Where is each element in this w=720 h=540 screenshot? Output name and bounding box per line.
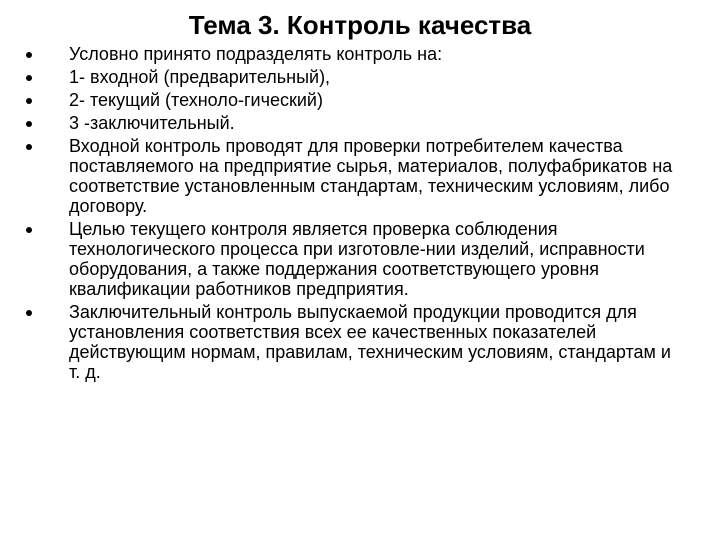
- bullet-icon: [26, 52, 32, 58]
- bullet-text: Целью текущего контроля является проверка соблюдения технологического процесса при изготовле-нии изделий, исправности оборудования, а также поддержания соответствующего уровня квалификации работников предприятия.: [69, 219, 645, 299]
- bullet-list: [22, 44, 686, 385]
- bullet-text: 1- входной (предварительный),: [69, 67, 331, 87]
- bullet-text: Входной контроль проводят для проверки потребителем качества поставляемого на предприятие сырья, материалов, полуфабрикатов на соответствие установленным стандартам, техническим условиям, либо договору.: [69, 136, 673, 216]
- bullet-icon: [26, 121, 32, 127]
- bullet-item: [22, 67, 686, 87]
- bullet-icon: [26, 75, 32, 81]
- bullet-item: [22, 136, 686, 216]
- bullet-icon: [26, 310, 32, 316]
- bullet-text: Заключительный контроль выпускаемой продукции проводится для установления соответствия всех ее качественных показателей действующим нормам, правилам, техническим условиям, стандартам и т. д.: [69, 302, 671, 382]
- bullet-item: [22, 44, 686, 64]
- bullet-item: [22, 302, 686, 382]
- bullet-icon: [26, 144, 32, 150]
- bullet-text: Условно принято подразделять контроль на:: [69, 44, 443, 64]
- bullet-item: [22, 113, 686, 133]
- bullet-icon: [26, 227, 32, 233]
- slide-title: Тема 3. Контроль качества: [188, 10, 532, 40]
- bullet-item: [22, 219, 686, 299]
- bullet-icon: [26, 98, 32, 104]
- bullet-text: 2- текущий (техноло-гический): [69, 90, 323, 110]
- bullet-item: [22, 90, 686, 110]
- bullet-text: 3 -заключительный.: [69, 113, 235, 133]
